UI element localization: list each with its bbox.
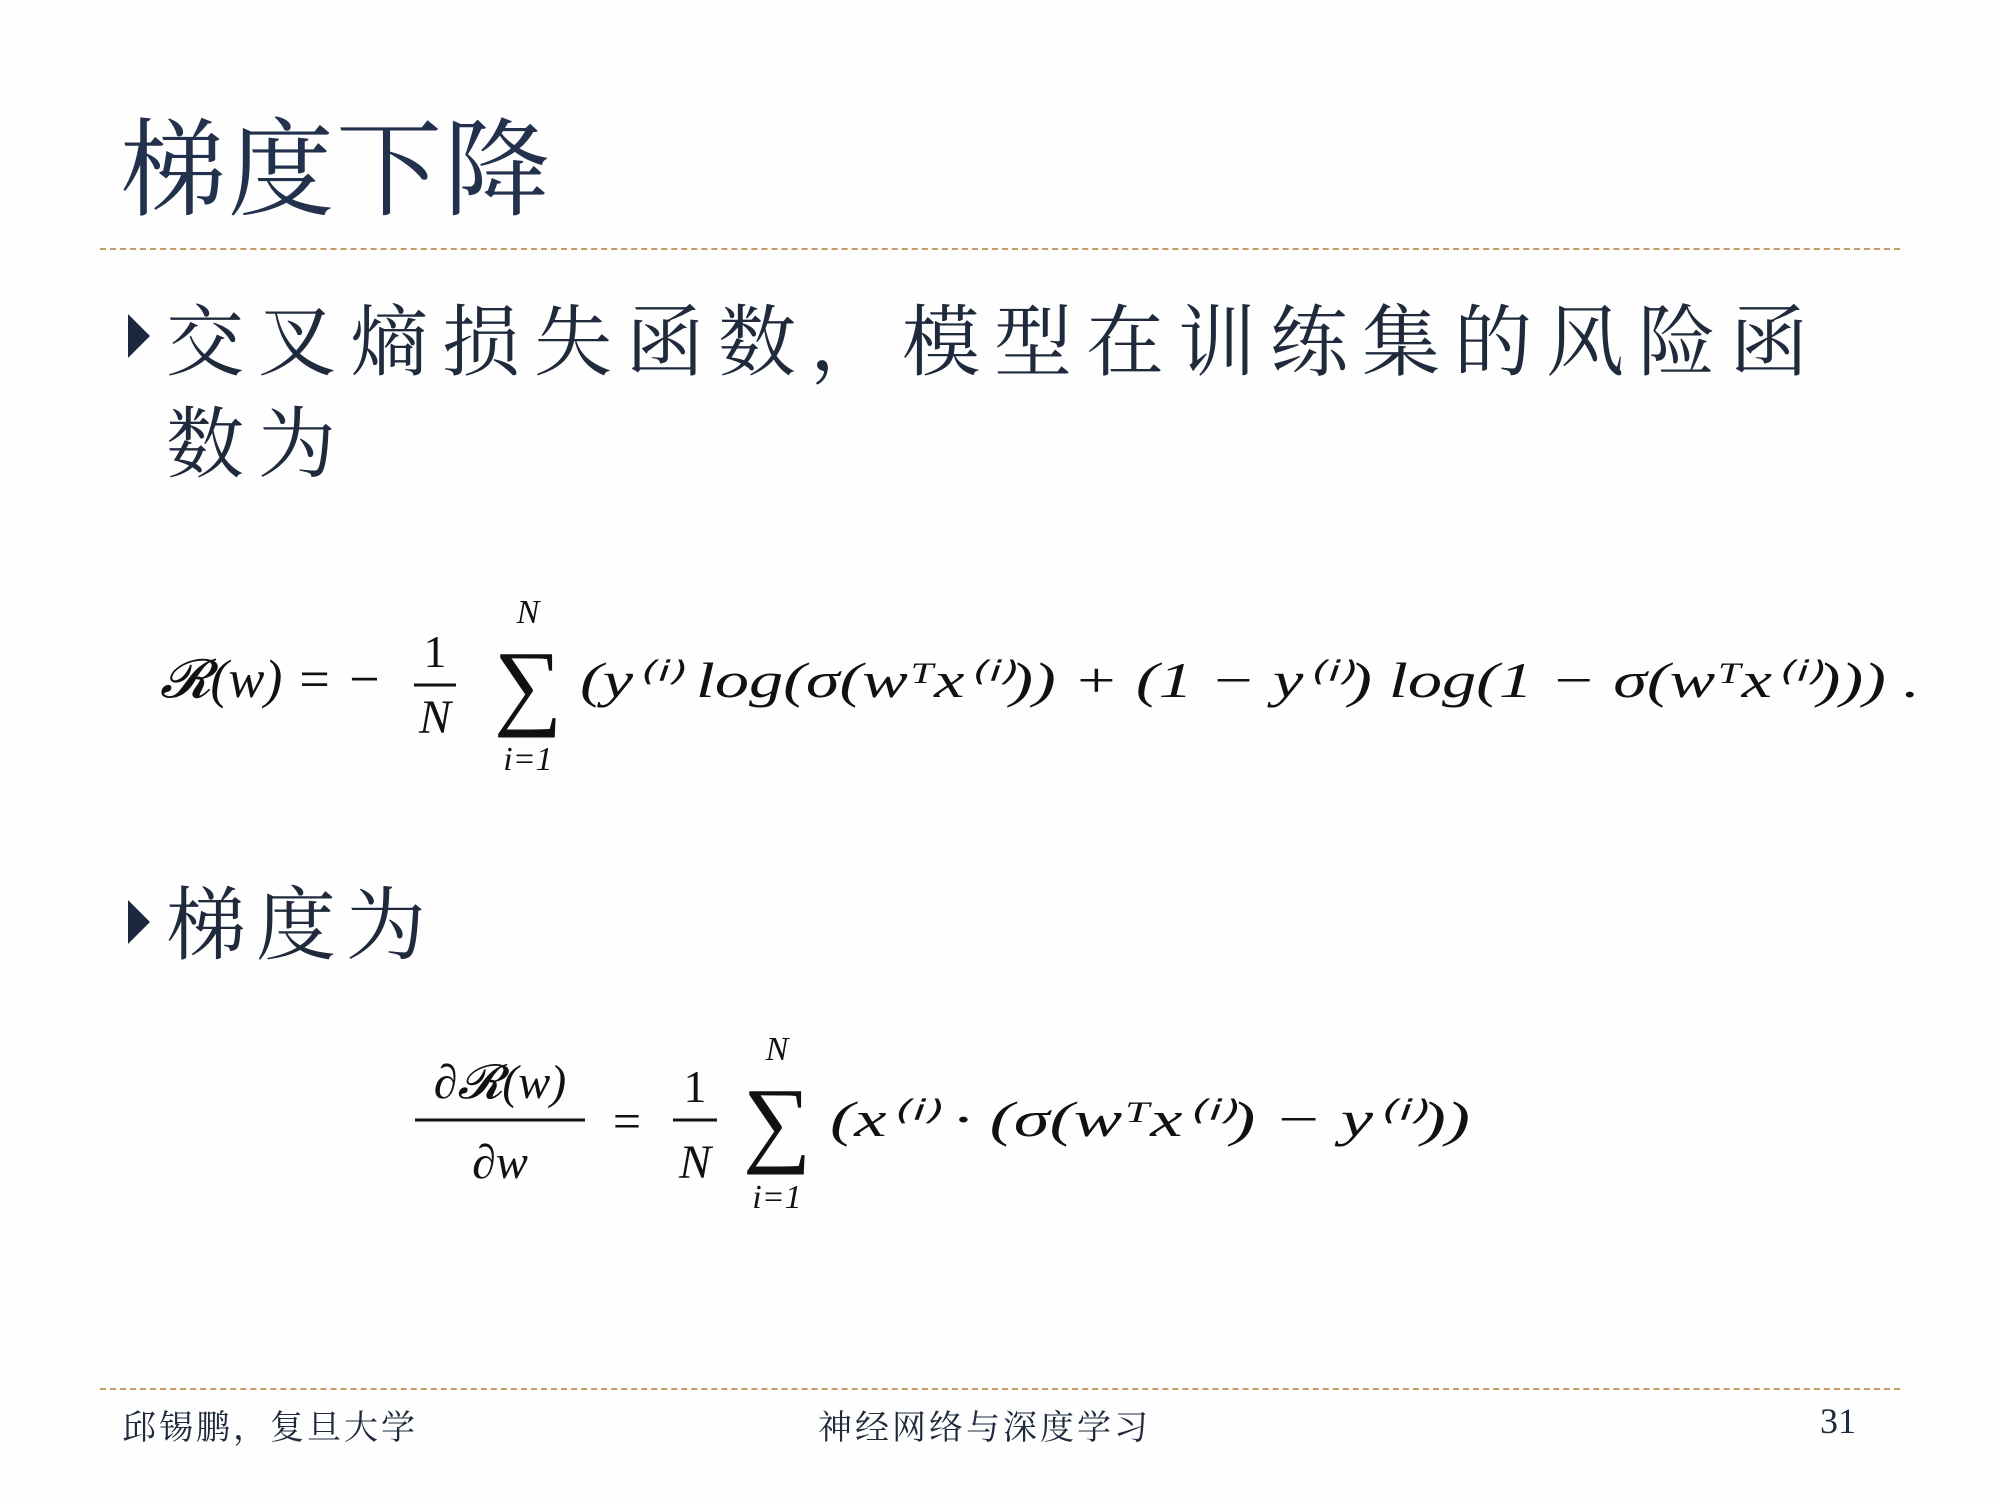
gradient-lhs-numerator: ∂𝓡(w) [433,1056,567,1109]
gradient-lhs-denominator: ∂w [472,1136,528,1189]
equals-sign: = [612,1093,642,1149]
gradient-body: (x⁽ⁱ⁾ · (σ(wᵀx⁽ⁱ⁾) − y⁽ⁱ⁾)) [830,1091,1470,1147]
bullet-item [128,292,1886,496]
triangle-bullet-icon [128,314,150,358]
title-divider [100,248,1900,250]
footer-author: 邱锡鹏，复旦大学 [122,1408,418,1448]
frac-numerator: 1 [423,626,447,677]
summation-icon: ∑ [493,631,563,738]
summation-icon: ∑ [742,1068,812,1175]
slide-title: 梯度下降 [120,109,552,232]
frac-denominator: N [678,1136,712,1189]
footer-course-title: 神经网络与深度学习 [818,1408,1151,1448]
sum-lower-limit: i=1 [752,1179,802,1216]
sum-upper-limit: N [516,594,540,631]
footer-divider [100,1388,1900,1390]
risk-formula [150,585,1940,785]
bullet-text: 交叉熵损失函数，模型在训练集的风险函数为 [166,298,1823,490]
gradient-formula [405,1030,1485,1230]
bullet-item [128,878,436,974]
bullet-text: 梯度为 [166,879,436,972]
frac-numerator: 1 [683,1061,707,1112]
risk-body: (y⁽ⁱ⁾ log(σ(wᵀx⁽ⁱ⁾)) + (1 − y⁽ⁱ⁾) log(1 − σ(wᵀx⁽ⁱ⁾))) . [580,652,1920,708]
page-number: 31 [1820,1401,1856,1441]
risk-lhs: 𝓡(w) = − [160,649,383,709]
triangle-bullet-icon [128,900,150,944]
sum-upper-limit: N [765,1031,789,1068]
sum-lower-limit: i=1 [503,741,553,778]
frac-denominator: N [418,691,452,744]
